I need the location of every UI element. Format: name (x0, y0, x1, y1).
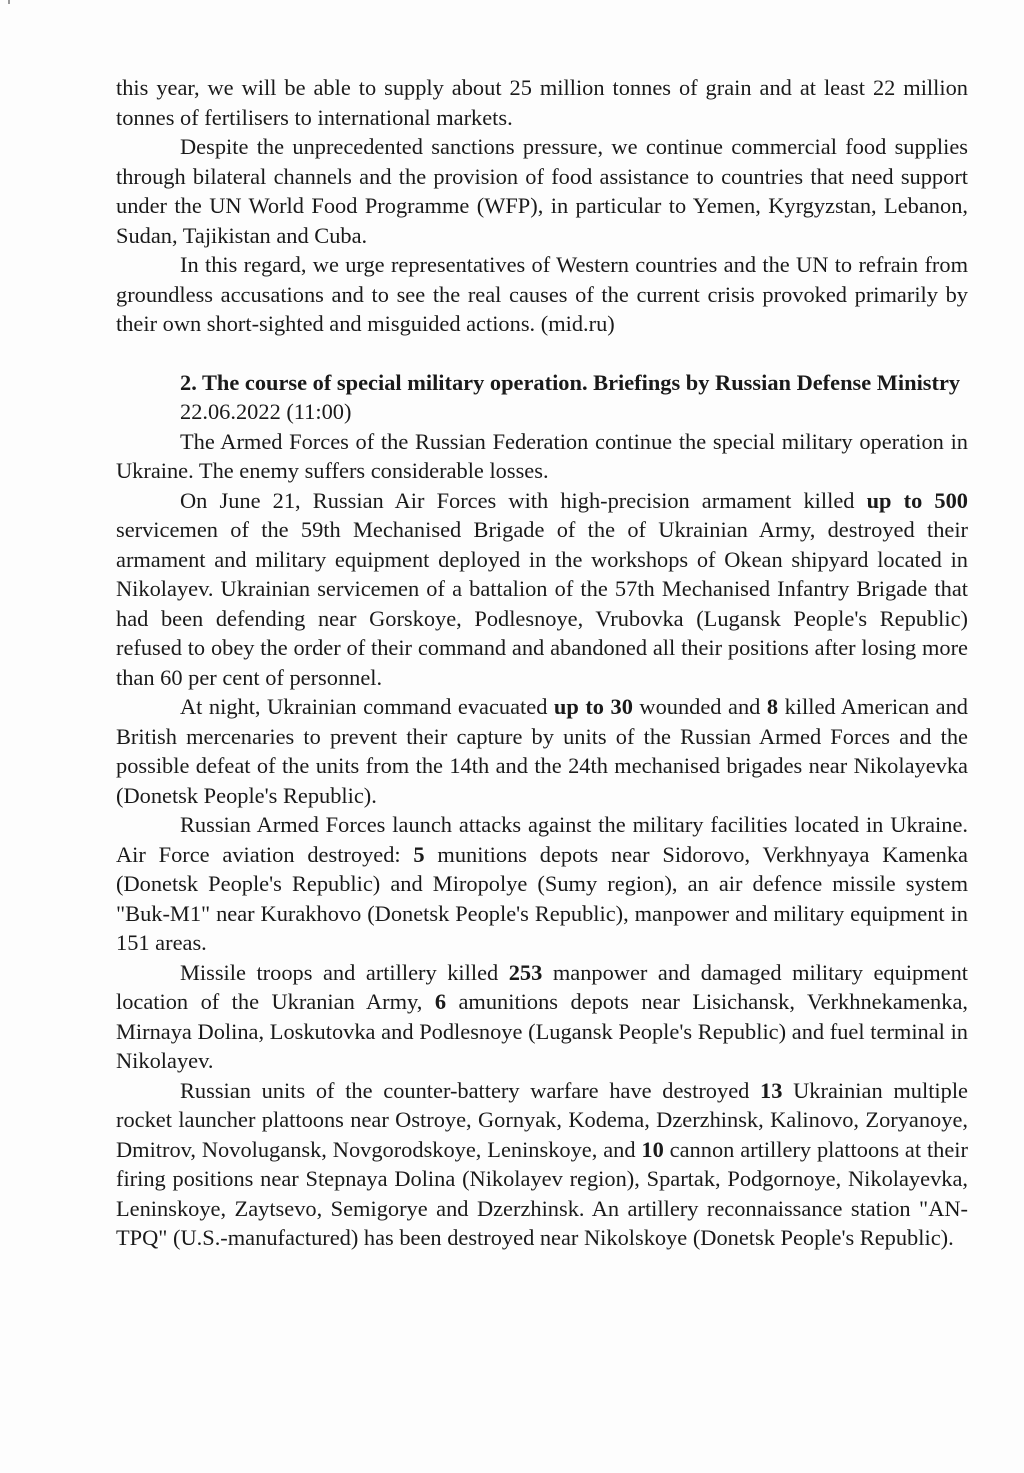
bold-run: 13 (760, 1077, 783, 1103)
text-run: Russian units of the counter-battery warfare have destroyed (180, 1077, 761, 1103)
text-run: manpower and damaged military equipment location of the Ukranian Army, (116, 959, 969, 1014)
paragraph-missile-troops (116, 958, 968, 1076)
bold-run: 10 (641, 1136, 664, 1162)
paragraph-operation: The Armed Forces of the Russian Federation continue the special military operation in Ukraine. The enemy suffers considerable losses. (116, 428, 968, 483)
text-run: killed American and British mercenaries to prevent their capture by units of the Russian Armed Forces and the possible defeat of the units from the 14th and the 24th mechanised brigades near Nikolayevka (Donetsk People's Republic). (116, 694, 968, 808)
section-heading: 2. The course of special military operation. Briefings by Russian Defense Ministry (180, 369, 961, 395)
bold-run: up to 500 (866, 487, 968, 513)
text-run: Ukrainian multiple rocket launcher plattoons near Ostroye, Gornyak, Kodema, Dzerzhinsk, Kalinovo, Zoryanoye, Dmitrov, Novolugansk, Novgorodskoye, Leninskoye, and (116, 1077, 968, 1162)
bold-run: 8 (766, 694, 779, 719)
text-run: wounded and (632, 694, 767, 719)
text-run: amunitions depots near Lisichansk, Verkhnekamenka, Mirnaya Dolina, Loskutovka and Podlesnoye (Lugansk People's Republic) and fuel terminal in Nikolayev. (116, 989, 968, 1073)
paragraph-air-forces (116, 486, 968, 693)
paragraph-food-supplies: Despite the unprecedented sanctions pressure, we continue commercial food supplies through bilateral channels and the provision of food assistance to countries that need support under the UN World Food Programme (WFP), in particular to Yemen, Kyrgyzstan, Lebanon, Sudan, Tajikistan and Cuba. (116, 134, 968, 248)
document-body (116, 73, 968, 1253)
bold-run: 253 (508, 959, 543, 985)
paragraph-continued: this year, we will be able to supply about 25 million tonnes of grain and at least 22 million tonnes of fertilisers to international markets. (116, 75, 968, 130)
text-run: Russian Armed Forces launch attacks against the military facilities located in Ukraine. Air Force aviation destroyed: (116, 812, 968, 867)
scan-mark (8, 0, 10, 4)
text-run: munitions depots near Sidorovo, Verkhnyaya Kamenka (Donetsk People's Republic) and Miropolye (Sumy region), an air defence missile system "Buk-M1" near Kurakhovo (Donetsk People's Republic), manpower and military equipment in 151 areas. (116, 841, 968, 955)
text-run: servicemen of the 59th Mechanised Brigade of the of Ukrainian Army, destroyed their armament and military equipment deployed in the workshops of Okean shipyard located in Nikolayev. Ukrainian servicemen of a battalion of the 57th Mechanised Infantry Brigade that had been defending near Gorskoye, Podlesnoye, Vrubovka (Lugansk People's Republic) refused to obey the order of their command and abandoned all their positions after losing more than 60 per cent of personnel. (116, 517, 968, 690)
briefing-date: 22.06.2022 (11:00) (180, 399, 352, 424)
bold-run: 5 (413, 841, 425, 867)
text-run: At night, Ukrainian command evacuated (180, 694, 554, 719)
paragraph-counter-battery (116, 1076, 968, 1253)
bold-run: 6 (434, 989, 447, 1014)
paragraph-urge: In this regard, we urge representatives of Western countries and the UN to refrain from groundless accusations and to see the real causes of the current crisis provoked primarily by their own short-sighted and misguided actions. (mid.ru) (116, 252, 968, 336)
paragraph-attacks (116, 810, 968, 958)
text-run: On June 21, Russian Air Forces with high-precision armament killed (180, 487, 867, 513)
paragraph-evacuated (116, 692, 968, 810)
bold-run: up to 30 (553, 694, 633, 719)
text-run: Missile troops and artillery killed (180, 959, 509, 985)
text-run: cannon artillery plattoons at their firing positions near Stepnaya Dolina (Nikolayev region), Spartak, Podgornoye, Nikolayevka, Leninskoye, Zaytsevo, Semigorye and Dzerzhinsk. An artillery reconnaissance station "AN-TPQ" (U.S.-manufactured) has been destroyed near Nikolskoye (Donetsk People's Republic). (116, 1136, 968, 1250)
